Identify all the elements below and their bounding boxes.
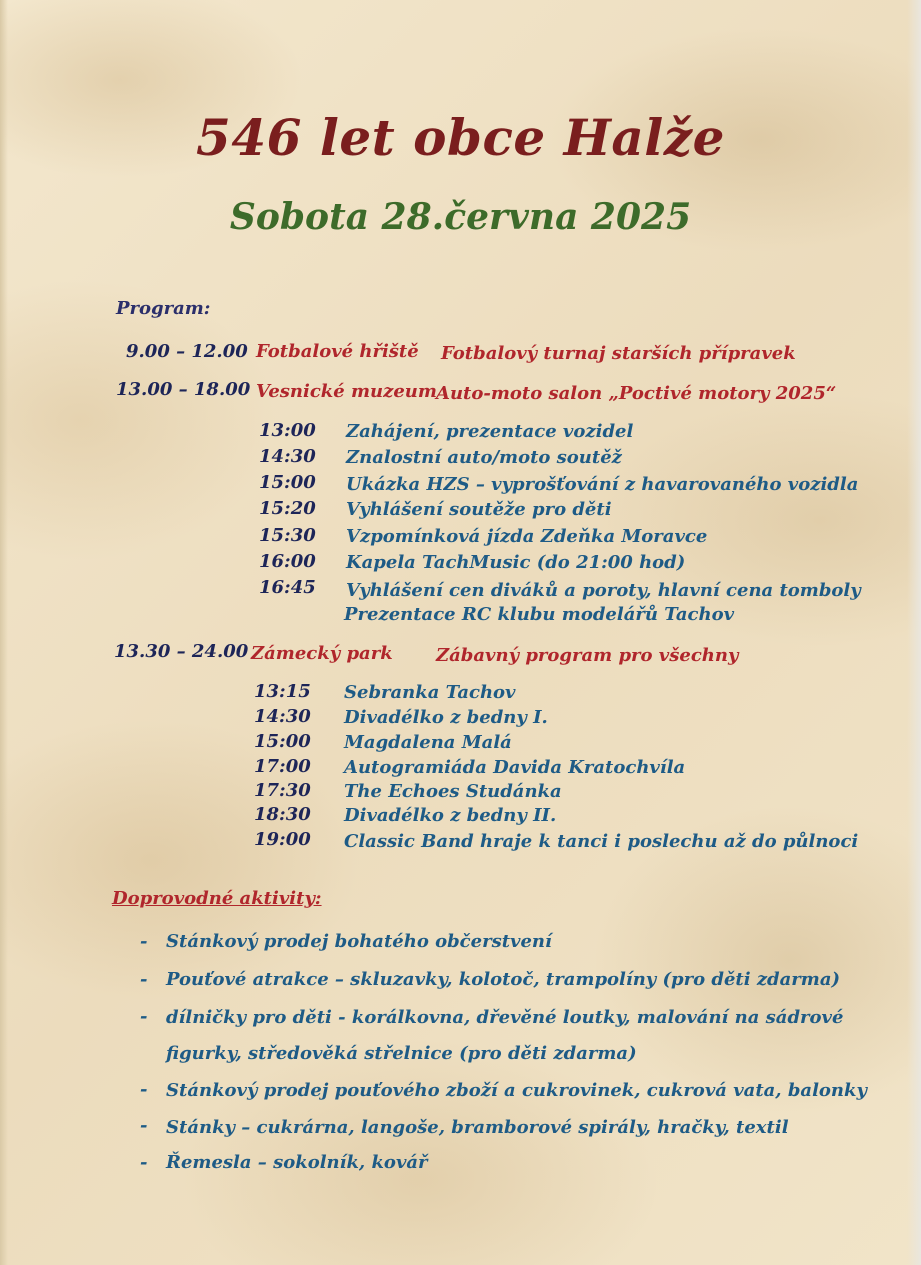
block-time: 13.30 – 24.00 — [114, 641, 249, 662]
event-date: Sobota 28.června 2025 — [229, 196, 692, 238]
bullet-dash: - — [140, 1079, 148, 1100]
schedule-time: 15:20 — [259, 498, 316, 519]
schedule-time: 16:45 — [259, 577, 316, 598]
schedule-time: 14:30 — [254, 706, 311, 727]
schedule-item: Prezentace RC klubu modelářů Tachov — [344, 604, 735, 625]
extra-activity: Stánky – cukrárna, langoše, bramborové spirály, hračky, textil — [166, 1117, 789, 1138]
schedule-time: 17:00 — [254, 756, 311, 777]
page-title: 546 let obce Halže — [196, 108, 725, 167]
schedule-item: Magdalena Malá — [344, 732, 512, 753]
block-event: Auto-moto salon „Poctivé motory 2025“ — [436, 383, 837, 404]
schedule-time: 13:15 — [254, 681, 311, 702]
page-edge-shadow — [0, 0, 8, 1265]
block-place: Zámecký park — [251, 643, 393, 664]
bullet-dash: - — [140, 969, 148, 990]
schedule-time: 18:30 — [254, 804, 311, 825]
block-place: Vesnické muzeum — [256, 381, 437, 402]
extra-activity: Řemesla – sokolník, kovář — [166, 1152, 428, 1173]
schedule-time: 15:30 — [259, 525, 316, 546]
schedule-time: 13:00 — [259, 420, 316, 441]
schedule-item: Autogramiáda Davida Kratochvíla — [344, 757, 686, 778]
extra-activity: Stánkový prodej bohatého občerstvení — [166, 931, 552, 952]
extra-activity: Stánkový prodej pouťového zboží a cukrovinek, cukrová vata, balonky — [166, 1080, 867, 1101]
extras-heading: Doprovodné aktivity: — [112, 888, 322, 909]
schedule-item: Ukázka HZS – vyprošťování z havarovaného vozidla — [346, 474, 859, 495]
schedule-item: Vzpomínková jízda Zdeňka Moravce — [346, 526, 708, 547]
bullet-dash: - — [140, 931, 148, 952]
schedule-item: Classic Band hraje k tanci i poslechu až do půlnoci — [344, 831, 859, 852]
extra-activity: dílničky pro děti - korálkovna, dřevěné loutky, malování na sádrové — [166, 1007, 844, 1028]
schedule-item: Vyhlášení soutěže pro děti — [346, 499, 612, 520]
schedule-time: 19:00 — [254, 829, 311, 850]
extra-activity-continued: figurky, středověká střelnice (pro děti zdarma) — [166, 1043, 637, 1064]
schedule-time: 15:00 — [259, 472, 316, 493]
block-time: 13.00 – 18.00 — [116, 379, 251, 400]
bullet-dash: - — [140, 1006, 148, 1027]
bullet-dash: - — [140, 1115, 148, 1136]
program-heading: Program: — [116, 298, 211, 319]
schedule-time: 14:30 — [259, 446, 316, 467]
schedule-item: Vyhlášení cen diváků a poroty, hlavní cena tomboly — [346, 580, 861, 601]
schedule-item: Divadélko z bedny I. — [344, 707, 548, 728]
block-event: Fotbalový turnaj starších přípravek — [441, 343, 796, 364]
block-time: 9.00 – 12.00 — [126, 341, 248, 362]
extra-activity: Pouťové atrakce – skluzavky, kolotoč, trampolíny (pro děti zdarma) — [166, 969, 841, 990]
schedule-time: 15:00 — [254, 731, 311, 752]
schedule-item: Divadélko z bedny II. — [344, 805, 557, 826]
schedule-item: The Echoes Studánka — [344, 781, 562, 802]
schedule-item: Zahájení, prezentace vozidel — [346, 421, 634, 442]
schedule-time: 16:00 — [259, 551, 316, 572]
schedule-item: Znalostní auto/moto soutěž — [346, 447, 622, 468]
schedule-item: Sebranka Tachov — [344, 682, 516, 703]
block-place: Fotbalové hřiště — [256, 341, 419, 362]
schedule-time: 17:30 — [254, 780, 311, 801]
block-event: Zábavný program pro všechny — [436, 645, 739, 666]
bullet-dash: - — [140, 1152, 148, 1173]
schedule-item: Kapela TachMusic (do 21:00 hod) — [346, 552, 686, 573]
page-edge-highlight — [907, 0, 921, 1265]
